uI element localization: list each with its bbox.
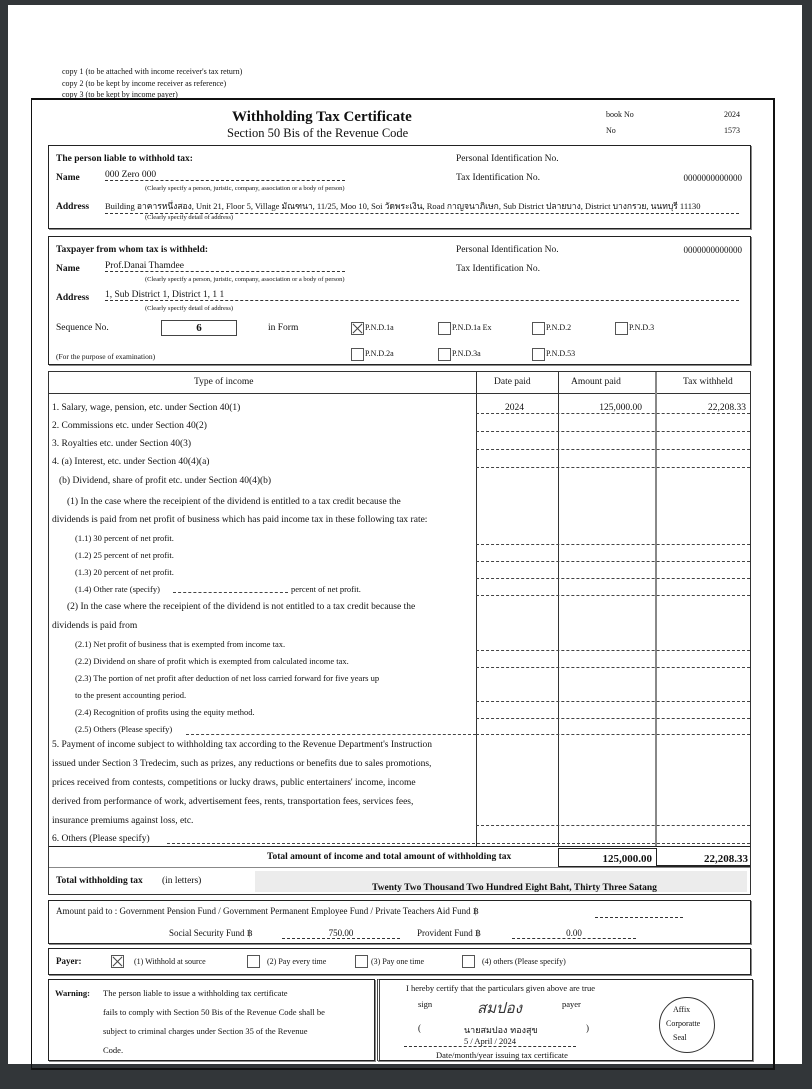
- taxpayer-section: [48, 236, 751, 365]
- page-subtitle: Section 50 Bis of the Revenue Code: [227, 126, 409, 140]
- sign-label: sign: [418, 999, 433, 1009]
- sequence-field[interactable]: 6: [161, 320, 237, 336]
- income-row: (2.4) Recognition of profits using the equity method.: [75, 707, 255, 717]
- taxpayer-name: Prof.Danai Thamdee: [105, 261, 345, 272]
- seal-text: Corporatte: [666, 1019, 701, 1028]
- withholder-section: [48, 145, 751, 229]
- income-row: 2. Commissions etc. under Section 40(2): [52, 421, 207, 431]
- income-row: prices received from contests, competitions or lucky draws, public entertainers' income, income: [52, 778, 416, 788]
- income-row: (2.1) Net profit of business that is exempted from income tax.: [75, 639, 286, 649]
- income-row: (1) In the case where the receipient of the dividend is entitled to a tax credit because the: [67, 497, 401, 507]
- total-tax: 22,208.33: [704, 853, 748, 865]
- payer-option-label: (2) Pay every time: [267, 957, 327, 966]
- taxpayer-tin-label: Tax Identification No.: [456, 264, 541, 274]
- certify-statement: I hereby certify that the particulars given above are true: [406, 983, 596, 993]
- form-checkbox-pnd2[interactable]: [532, 322, 545, 335]
- warning-line: subject to criminal charges under Section 35 of the Revenue: [103, 1026, 308, 1036]
- certificate-frame: [31, 98, 775, 1070]
- issue-date-caption: Date/month/year issuing tax certificate: [436, 1050, 568, 1060]
- withholder-name: 000 Zero 000: [105, 170, 345, 181]
- pf-label: Provident Fund ฿: [417, 928, 481, 938]
- taxpayer-name-label: Name: [56, 264, 80, 274]
- in-form-label: in Form: [268, 323, 299, 333]
- form-checkbox-pnd1a[interactable]: [351, 322, 364, 335]
- taxpayer-address-label: Address: [56, 293, 90, 303]
- payer-option-label: (3) Pay one time: [371, 957, 425, 966]
- withholder-address: Building อาคารหนึ่งสอง, Unit 21, Floor 5, Village มัณฑนา, 11/25, Moo 10, Soi วัดพระเงิน, Road กาญจนาภิเษก, Sub District ปลายบาง, District บางกรวย, นนทบุรี 11130: [105, 199, 739, 214]
- form-label-pnd1a: P.N.D.1a: [365, 323, 394, 332]
- page-title: Withholding Tax Certificate: [232, 109, 412, 125]
- warning-section: [48, 979, 375, 1061]
- income-row: 5. Payment of income subject to withholding tax according to the Revenue Department's Instruction: [52, 740, 433, 750]
- gov-fund-value: [595, 906, 683, 918]
- form-label-pnd3a: P.N.D.3a: [452, 349, 481, 358]
- book-no-label: book No: [606, 110, 634, 119]
- open-paren: (: [418, 1023, 421, 1033]
- warning-line: fails to comply with Section 50 Bis of the Revenue Code shall be: [103, 1007, 325, 1017]
- income-row: dividends is paid from: [52, 621, 138, 631]
- income-row: 6. Others (Please specify): [52, 834, 150, 844]
- ssf-label: Social Security Fund ฿: [169, 928, 253, 938]
- col-header-date: Date paid: [494, 377, 531, 387]
- withholder-address-hint: (Clearly specify detail of address): [145, 214, 234, 221]
- withholder-tin: 0000000000000: [683, 173, 742, 183]
- income-row: (1.3) 20 percent of net profit.: [75, 567, 174, 577]
- income-row: (2.5) Others (Please specify): [75, 724, 173, 734]
- payer-option-label: (1) Withhold at source: [134, 957, 206, 966]
- payer-option-checkbox-every-time[interactable]: [247, 955, 260, 968]
- income-row: 3. Royalties etc. under Section 40(3): [52, 439, 192, 449]
- certify-section: [377, 979, 753, 1061]
- payer-option-checkbox-one-time[interactable]: [355, 955, 368, 968]
- letters-value: Twenty Two Thousand Two Hundred Eight Baht, Thirty Three Satang: [372, 883, 657, 893]
- taxpayer-heading: Taxpayer from whom tax is withheld:: [56, 245, 209, 255]
- income-row: (2) In the case where the receipient of the dividend is not entitled to a tax credit because the: [67, 602, 416, 612]
- withholder-heading: The person liable to withhold tax:: [56, 154, 193, 164]
- total-amount: 125,000.00: [602, 853, 652, 865]
- income-row: 4. (a) Interest, etc. under Section 40(4)(a): [52, 457, 210, 467]
- signer-name: นายสมปอง ทองสุข: [464, 1026, 538, 1036]
- seal-text: Seal: [673, 1033, 687, 1042]
- income-row: (2.3) The portion of net profit after deduction of net loss carried forward for five years up: [75, 673, 380, 683]
- form-checkbox-pnd2a[interactable]: [351, 348, 364, 361]
- col-header-type: Type of income: [194, 377, 254, 387]
- no-label: No: [606, 126, 616, 135]
- exam-note: (For the purpose of examination): [56, 352, 156, 361]
- form-label-pnd2a: P.N.D.2a: [365, 349, 394, 358]
- form-checkbox-pnd1a-ex[interactable]: [438, 322, 451, 335]
- form-checkbox-pnd53[interactable]: [532, 348, 545, 361]
- taxpayer-name-hint: (Clearly specify a person, juristic, company, association or a body of person): [145, 276, 345, 283]
- income-row: (1.1) 30 percent of net profit.: [75, 533, 174, 543]
- letters-label: Total withholding tax: [56, 876, 143, 886]
- col-header-amount: Amount paid: [571, 377, 621, 387]
- col-header-tax: Tax withheld: [683, 377, 733, 387]
- book-no-value: 2024: [724, 110, 740, 119]
- payer-section: [48, 948, 751, 975]
- copy-note: copy 3 (to be kept by income payer): [62, 90, 178, 99]
- income-row: (1.4) Other rate (specify): [75, 584, 160, 594]
- form-checkbox-pnd3[interactable]: [615, 322, 628, 335]
- funds-section: [48, 900, 751, 944]
- ssf-value: 750.00: [282, 928, 400, 939]
- income-row: percent of net profit.: [291, 584, 361, 594]
- income-table: [48, 371, 751, 895]
- payer-sign-label: payer: [562, 999, 581, 1009]
- withholder-pid-label: Personal Identification No.: [456, 154, 559, 164]
- pf-value: 0.00: [512, 928, 636, 939]
- copy-note: copy 2 (to be kept by income receiver as reference): [62, 78, 227, 88]
- withholder-address-label: Address: [56, 202, 90, 212]
- warning-line: The person liable to issue a withholding tax certificate: [103, 988, 288, 998]
- income-row: issued under Section 3 Tredecim, such as prizes, any reductions or benefits due to sales promotions,: [52, 759, 432, 769]
- form-label-pnd2: P.N.D.2: [546, 323, 572, 332]
- salary-amount-paid: 125,000.00: [599, 403, 642, 413]
- form-label-pnd1a-ex: P.N.D.1a Ex: [452, 323, 492, 332]
- no-value: 1573: [724, 126, 740, 135]
- withholder-name-hint: (Clearly specify a person, juristic, company, association or a body of person): [145, 185, 345, 192]
- withholder-name-label: Name: [56, 173, 80, 183]
- payer-label: Payer:: [56, 956, 82, 966]
- signature: สมปอง: [477, 999, 522, 1017]
- income-row: (1.2) 25 percent of net profit.: [75, 550, 174, 560]
- sequence-label: Sequence No.: [56, 323, 109, 333]
- taxpayer-pid: 0000000000000: [683, 245, 742, 255]
- taxpayer-address: 1, Sub District 1, District 1, 1 1: [105, 290, 739, 301]
- form-label-pnd53: P.N.D.53: [546, 349, 576, 358]
- payer-option-checkbox-withhold[interactable]: [111, 955, 124, 968]
- gov-fund-label: Amount paid to : Government Pension Fund / Government Permanent Employee Fund / Private Teachers Aid Fund ฿: [56, 906, 479, 916]
- warning-line: Code.: [103, 1045, 124, 1055]
- taxpayer-address-hint: (Clearly specify detail of address): [145, 305, 234, 312]
- warning-label: Warning:: [55, 988, 90, 998]
- letters-hint: (in letters): [162, 876, 202, 886]
- salary-date-paid: 2024: [505, 403, 524, 413]
- payer-option-checkbox-others[interactable]: [462, 955, 475, 968]
- income-row: insurance premiums against loss, etc.: [52, 816, 194, 826]
- income-row: dividends is paid from net profit of business which has paid income tax in these following tax rate:: [52, 515, 428, 525]
- form-checkbox-pnd3a[interactable]: [438, 348, 451, 361]
- income-row: 1. Salary, wage, pension, etc. under Section 40(1): [52, 403, 241, 413]
- close-paren: ): [586, 1023, 589, 1033]
- income-row: (2.2) Dividend on share of profit which is exempted from calculated income tax.: [75, 656, 349, 666]
- issue-date: 5 / April / 2024: [404, 1036, 576, 1047]
- payer-option-label: (4) others (Please specify): [482, 957, 566, 966]
- income-row: (b) Dividend, share of profit etc. under Section 40(4)(b): [59, 476, 272, 486]
- withholder-tin-label: Tax Identification No.: [456, 173, 541, 183]
- taxpayer-pid-label: Personal Identification No.: [456, 245, 559, 255]
- copy-notes: [62, 66, 242, 101]
- income-row: to the present accounting period.: [75, 690, 187, 700]
- form-label-pnd3: P.N.D.3: [629, 323, 655, 332]
- seal-text: Affix: [673, 1005, 691, 1014]
- copy-note: copy 1 (to be attached with income receiver's tax return): [62, 67, 243, 76]
- salary-tax-withheld: 22,208.33: [708, 403, 746, 413]
- income-row: derived from performance of work, advertisement fees, rents, transportation fees, services fees,: [52, 797, 414, 807]
- total-label: Total amount of income and total amount of withholding tax: [267, 852, 512, 862]
